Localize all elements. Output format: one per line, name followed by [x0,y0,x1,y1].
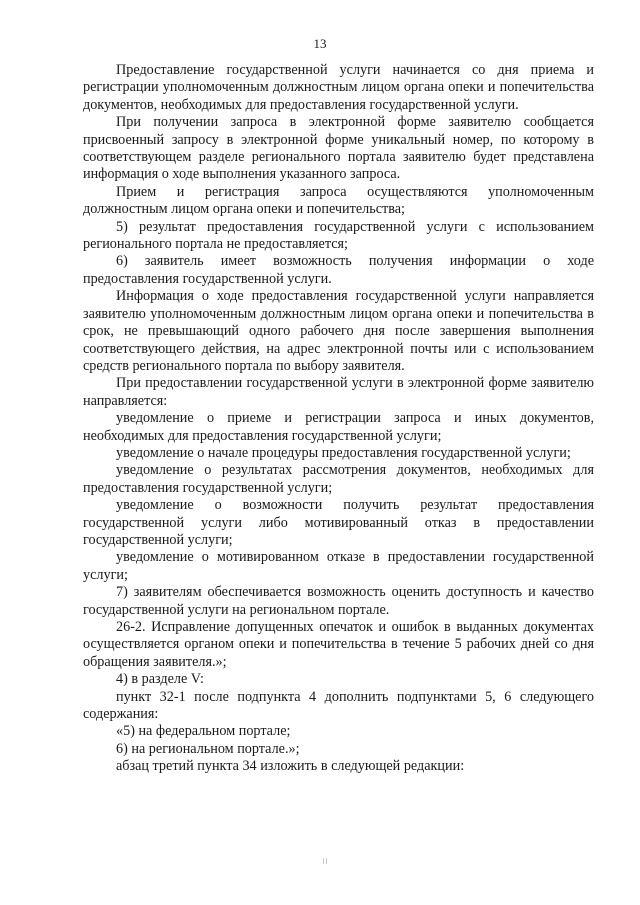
paragraph-clause-32-1: пункт 32-1 после подпункта 4 дополнить подпунктами 5, 6 следующего содержания: [83,688,594,723]
paragraph-notice-review-results: уведомление о результатах рассмотрения документов, необходимых для предоставления государственной услуги; [83,462,594,496]
paragraph-notice-receipt: уведомление о приеме и регистрации запроса и иных документов, необходимых для предоставления государственной услуги; [83,410,594,444]
paragraph-clause-34: абзац третий пункта 34 изложить в следующей редакции: [116,758,465,775]
paragraph-electronic-request-number: При получении запроса в электронной форме заявителю сообщается присвоенный запросу в электронной форме уникальный номер, по которому в соответствующем разделе регионального портала заявителю будет представлена информация о ходе выполнения указанного запроса. [83,114,594,183]
page-number: 13 [313,36,327,51]
paragraph-electronic-notifications-intro: При предоставлении государственной услуги в электронной форме заявителю направляется: [83,375,594,409]
paragraph-clause-26-2: 26-2. Исправление допущенных опечаток и ошибок в выданных документах осуществляется органом опеки и попечительства в течение 5 рабочих дней со дня обращения заявителя.»; [83,619,594,670]
paragraph-section-v: 4) в разделе V: [116,671,204,688]
paragraph-service-start: Предоставление государственной услуги начинается со дня приема и регистрации уполномоченным должностным лицом органа опеки и попечительства документов, необходимых для предоставления государственной услуги. [83,62,594,113]
document-body [83,62,594,776]
scan-mark [323,858,327,864]
paragraph-regional-portal: 6) на региональном портале.»; [116,740,300,757]
paragraph-request-registration: Прием и регистрация запроса осуществляются уполномоченным должностным лицом органа опеки и попечительства; [83,183,594,218]
paragraph-item-6: 6) заявитель имеет возможность получения информации о ходе предоставления государственной услуги. [83,253,594,287]
paragraph-progress-information: Информация о ходе предоставления государственной услуги направляется заявителю уполномоченным должностным лицом органа опеки и попечительства в срок, не превышающий одного рабочего дня после завершения выполнения соответствующего действия, на адрес электронной почты или с использованием средств регионального портала по выбору заявителя. [83,288,594,374]
paragraph-notice-procedure-start: уведомление о начале процедуры предоставления государственной услуги; [116,444,571,461]
paragraph-notice-refusal: уведомление о мотивированном отказе в предоставлении государственной услуги; [83,549,594,583]
paragraph-item-7: 7) заявителям обеспечивается возможность оценить доступность и качество государственной услуги на региональном портале. [83,584,594,618]
paragraph-federal-portal: «5) на федеральном портале; [116,723,291,740]
paragraph-notice-result-available: уведомление о возможности получить результат предоставления государственной услуги либо мотивированный отказ в предоставлении государственной услуги; [83,497,594,548]
paragraph-item-5: 5) результат предоставления государственной услуги с использованием регионального портала не предоставляется; [83,218,594,253]
